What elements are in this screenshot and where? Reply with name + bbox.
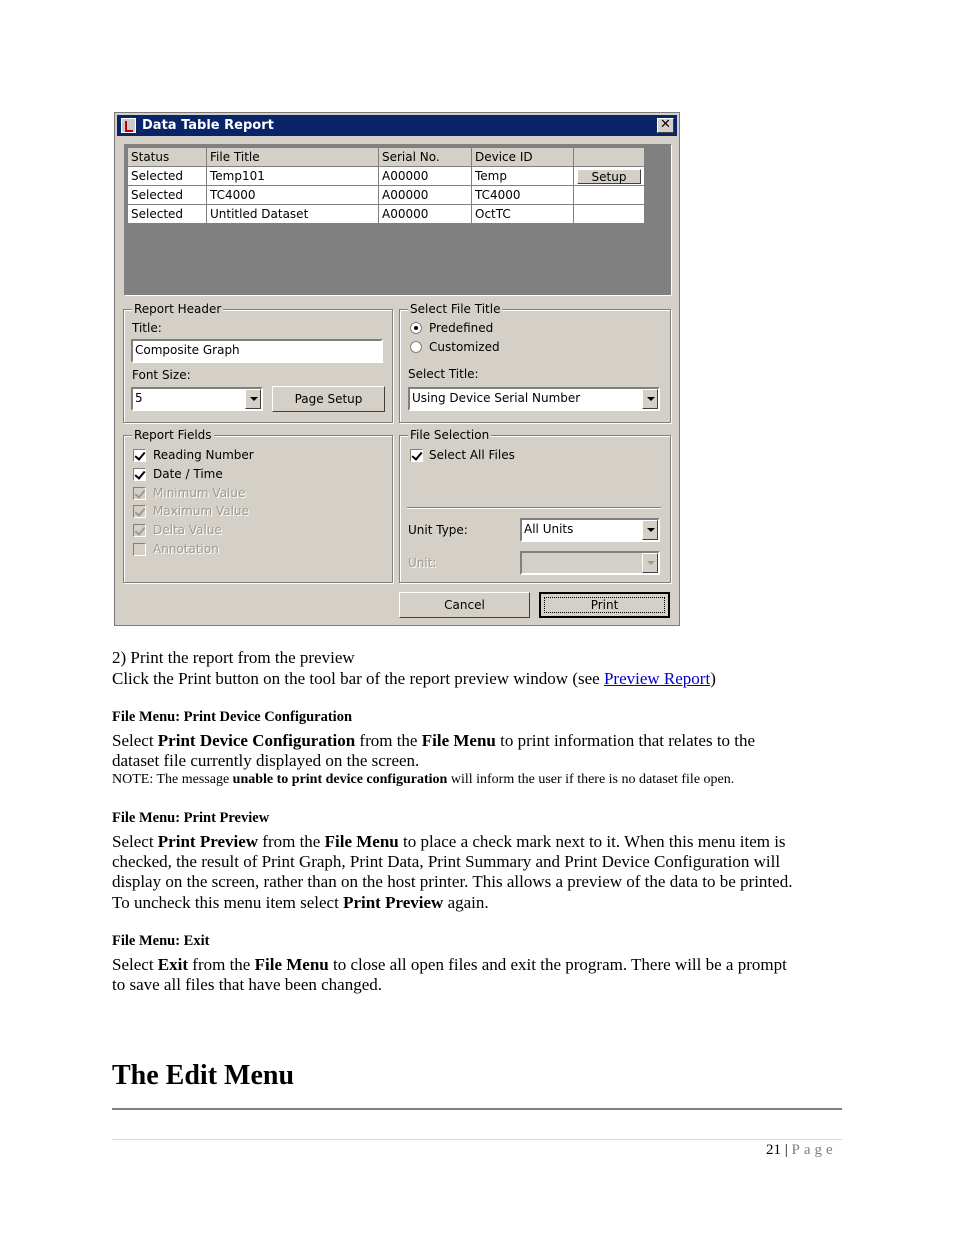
group-legend: Report Header [134,302,222,316]
dialog-title: Data Table Report [142,118,274,133]
device-id-cell[interactable]: Temp [472,167,574,186]
text-span: to print information that relates to the [495,731,756,750]
group-legend: Report Fields [134,428,212,442]
predefined-label[interactable]: Predefined [429,321,494,335]
heading-underline [112,1108,842,1110]
step-2-text: 2) Print the report from the preview [112,648,355,667]
bold-text: Print Device Configuration [157,731,356,750]
file-title-cell[interactable]: Temp101 [207,167,379,186]
bold-text: Print Preview [157,832,259,851]
dataset-grid [124,144,672,296]
status-cell[interactable]: Selected [128,186,207,205]
reading-number-label[interactable]: Reading Number [153,448,254,462]
paragraph-line [112,893,489,913]
file-title-cell[interactable]: TC4000 [207,186,379,205]
status-cell[interactable]: Selected [128,205,207,224]
group-legend: File Selection [410,428,490,442]
group-legend: Select File Title [410,302,501,316]
section-heading-print-preview: File Menu: Print Preview [112,810,270,826]
date-time-checkbox[interactable] [133,468,146,481]
column-header [574,148,645,167]
footer-rule [112,1139,842,1140]
select-all-files-label[interactable]: Select All Files [429,448,515,462]
paragraph-line [112,955,787,975]
customized-radio[interactable] [410,341,422,353]
text-span: Select [112,731,158,750]
font-size-value: 5 [135,391,143,405]
setup-cell [574,205,645,224]
device-id-cell[interactable]: TC4000 [472,186,574,205]
edit-menu-heading: The Edit Menu [112,1060,295,1091]
unit-select [520,551,660,575]
maximum-value-label: Maximum Value [153,504,249,518]
text-span: from the [355,731,422,750]
text-span: NOTE: The message [112,772,233,787]
page-separator: | [781,1142,792,1158]
text-span: to place a check mark next to it. When this menu item is [398,832,786,851]
cancel-button-label: Cancel [444,598,485,612]
chevron-down-icon[interactable] [642,389,658,409]
unit-type-value: All Units [524,522,574,536]
table-row[interactable] [128,167,645,186]
text-span: from the [258,832,325,851]
dataset-table [127,147,645,224]
column-header: Serial No. [379,148,472,167]
maximum-value-checkbox [133,505,146,518]
column-header: Status [128,148,207,167]
paragraph-line: to save all files that have been changed. [112,975,382,994]
font-size-label: Font Size: [132,368,191,382]
delta-value-checkbox [133,524,146,537]
column-header: Device ID [472,148,574,167]
text-span: To uncheck this menu item select [112,893,344,912]
note-text [112,772,734,788]
column-header: File Title [207,148,379,167]
select-all-files-checkbox[interactable] [410,449,423,462]
page-number: 21 [766,1142,781,1158]
text-span: to close all open files and exit the program. There will be a prompt [328,955,787,974]
customized-label[interactable]: Customized [429,340,500,354]
predefined-radio[interactable] [410,322,422,334]
setup-cell [574,167,645,186]
close-icon[interactable]: ✕ [657,118,674,133]
bold-text: File Menu [421,731,496,750]
section-heading-print-device-configuration: File Menu: Print Device Configuration [112,709,353,725]
serial-no-cell[interactable]: A00000 [379,186,472,205]
preview-report-link[interactable]: Preview Report [603,669,711,688]
table-row[interactable] [128,205,645,224]
unit-type-label: Unit Type: [408,523,468,537]
select-title-label: Select Title: [408,367,479,381]
print-button-label: Print [590,598,619,612]
page-footer [766,1142,837,1159]
date-time-label[interactable]: Date / Time [153,467,223,481]
bold-text: File Menu [254,955,329,974]
paragraph-line [112,731,755,751]
chevron-down-icon[interactable] [642,520,658,540]
reading-number-checkbox[interactable] [133,449,146,462]
title-input[interactable]: Composite Graph [131,339,383,363]
text-span: Select [112,832,158,851]
device-id-cell[interactable]: OctTC [472,205,574,224]
delta-value-label: Delta Value [153,523,222,537]
serial-no-cell[interactable]: A00000 [379,167,472,186]
bold-text: Exit [157,955,189,974]
cancel-button[interactable] [399,592,530,618]
page-word: Page [791,1142,837,1158]
dialog-titlebar[interactable] [117,115,677,136]
unit-type-select[interactable] [520,518,660,542]
serial-no-cell[interactable]: A00000 [379,205,472,224]
bold-text: unable to print device configuration [232,772,448,787]
minimum-value-label: Minimum Value [153,486,246,500]
bold-text: Print Preview [343,893,444,912]
unit-label: Unit: [408,556,437,570]
app-icon [121,118,136,133]
chevron-down-icon[interactable] [245,389,261,409]
select-title-select[interactable] [408,387,660,411]
file-title-cell[interactable]: Untitled Dataset [207,205,379,224]
paragraph-line: checked, the result of Print Graph, Print Data, Print Summary and Print Device Configuration will [112,852,781,871]
status-cell[interactable]: Selected [128,167,207,186]
chevron-down-icon [642,553,658,573]
annotation-checkbox [133,543,146,556]
paragraph-line: dataset file currently displayed on the screen. [112,751,420,770]
font-size-select[interactable] [131,387,263,411]
table-row[interactable] [128,186,645,205]
text-span: will inform the user if there is no dataset file open. [447,772,735,787]
annotation-label: Annotation [153,542,219,556]
title-label: Title: [132,321,162,335]
text-span: Select [112,955,158,974]
text-span: Click the Print button on the tool bar of the report preview window (see [112,669,604,688]
paragraph-line: display on the screen, rather than on the host printer. This allows a preview of the data to be printed. [112,872,793,891]
step-2-description [112,669,716,689]
minimum-value-checkbox [133,487,146,500]
print-button[interactable] [539,592,670,618]
page-setup-button[interactable]: Page Setup [272,386,385,412]
data-table-report-dialog [114,112,680,626]
paragraph-line [112,832,786,852]
setup-cell [574,186,645,205]
setup-button[interactable]: Setup [577,169,641,184]
text-span: from the [188,955,255,974]
text-span: again. [443,893,489,912]
bold-text: File Menu [324,832,399,851]
section-heading-exit: File Menu: Exit [112,933,210,949]
select-title-value: Using Device Serial Number [412,391,581,405]
table-header-row [128,148,645,167]
text-span: ) [710,669,716,688]
divider [407,507,661,509]
